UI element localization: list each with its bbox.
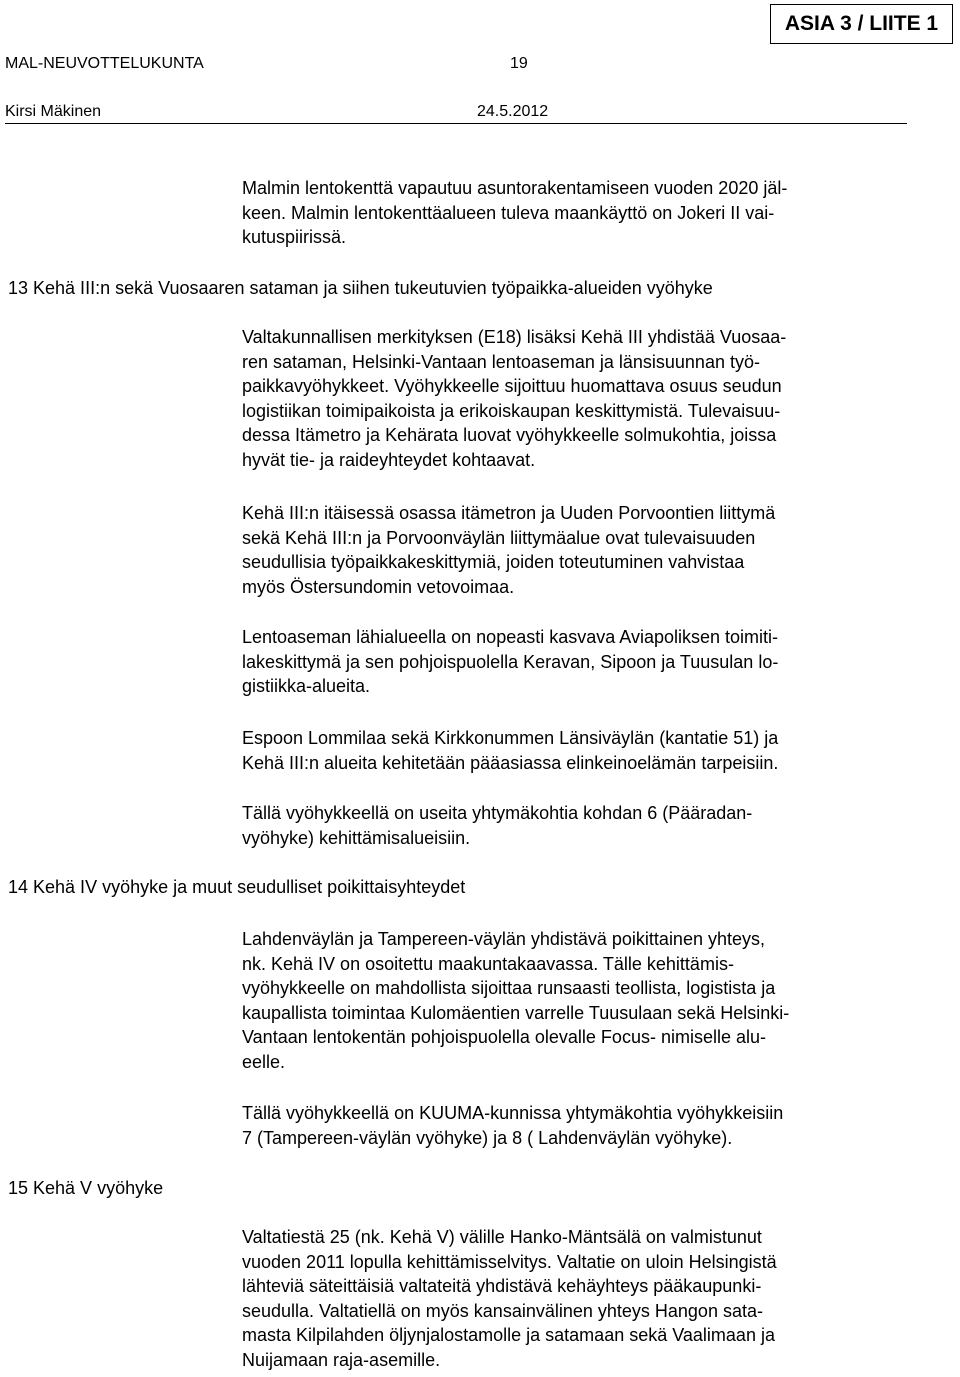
section-13-heading: 13 Kehä III:n sekä Vuosaaren sataman ja siihen tukeutuvien työpaikka-alueiden vyöhyke xyxy=(8,278,713,298)
section-15-paragraph-1 xyxy=(242,1225,777,1372)
page-number: 19 xyxy=(510,55,528,72)
section-13-paragraph-5 xyxy=(242,801,752,850)
section-13-paragraph-1 xyxy=(242,325,786,472)
text-line: paikkavyöhykkeet. Vyöhykkeelle sijoittuu huomattava osuus seudun xyxy=(242,376,782,396)
text-line: eelle. xyxy=(242,1051,286,1072)
text-line: sekä Kehä III:n ja Porvoonväylän liittymäalue ovat tulevaisuuden xyxy=(242,527,756,548)
text-line: nk. Kehä IV on osoitettu maakuntakaavassa. Tälle kehittämis- xyxy=(242,953,734,974)
text-line: Kehä III:n itäisessä osassa itämetron ja Uuden Porvoontien liittymä xyxy=(242,503,776,523)
intro-paragraph xyxy=(242,176,787,250)
text-line: dessa Itämetro ja Kehärata luovat vyöhykkeelle solmukohtia, joissa xyxy=(242,425,777,445)
text-line: vyöhyke) kehittämisalueisiin. xyxy=(242,827,471,848)
text-line: Nuijamaan raja-asemille. xyxy=(242,1349,441,1370)
text-line: Malmin lentokenttä vapautuu asuntorakentamiseen vuoden 2020 jäl- xyxy=(242,178,788,198)
section-13-paragraph-2 xyxy=(242,501,775,599)
text-line: Valtakunnallisen merkityksen (E18) lisäksi Kehä III yhdistää Vuosaa- xyxy=(242,327,787,347)
section-14-paragraph-1 xyxy=(242,927,789,1074)
text-line: lakeskittymä ja sen pohjoispuolella Keravan, Sipoon ja Tuusulan lo- xyxy=(242,651,779,672)
text-line: Espoon Lommilaa sekä Kirkkonummen Länsiväylän (kantatie 51) ja xyxy=(242,728,779,748)
text-line: kaupallista toimintaa Kulomäentien varrelle Tuusulaan sekä Helsinki- xyxy=(242,1002,790,1023)
text-line: seudullisia työpaikkakeskittymiä, joiden toteutuminen vahvistaa xyxy=(242,552,745,572)
author-name: Kirsi Mäkinen xyxy=(5,103,102,120)
header-divider xyxy=(5,123,907,124)
text-line: vyöhykkeelle on mahdollista sijoittaa runsaasti teollista, logistista ja xyxy=(242,978,776,998)
text-line: ren sataman, Helsinki-Vantaan lentoaseman ja länsisuunnan työ- xyxy=(242,351,760,372)
text-line: seudulla. Valtatiellä on myös kansainvälinen yhteys Hangon sata- xyxy=(242,1300,763,1321)
text-line: Tällä vyöhykkeellä on KUUMA-kunnissa yhtymäkohtia vyöhykkeisiin xyxy=(242,1103,784,1123)
text-line: kutuspiirissä. xyxy=(242,227,347,247)
text-line: hyvät tie- ja raideyhteydet kohtaavat. xyxy=(242,449,536,470)
section-13-paragraph-3 xyxy=(242,625,778,699)
text-line: Vantaan lentokentän pohjoispuolella olevalle Focus- nimiselle alu- xyxy=(242,1027,766,1047)
section-15-heading: 15 Kehä V vyöhyke xyxy=(8,1178,164,1198)
text-line: vuoden 2011 lopulla kehittämisselvitys. Valtatie on uloin Helsingistä xyxy=(242,1251,777,1272)
text-line: 7 (Tampereen-väylän vyöhyke) ja 8 ( Lahdenväylän vyöhyke). xyxy=(242,1127,733,1148)
section-14-heading: 14 Kehä IV vyöhyke ja muut seudulliset poikittaisyhteydet xyxy=(8,877,466,897)
text-line: lähteviä säteittäisiä valtateitä yhdistävä kehäyhteys pääkaupunki- xyxy=(242,1276,762,1296)
text-line: Lahdenväylän ja Tampereen-väylän yhdistävä poikittainen yhteys, xyxy=(242,929,765,949)
text-line: Kehä III:n alueita kehitetään pääasiassa elinkeinoelämän tarpeisiin. xyxy=(242,752,779,773)
document-date: 24.5.2012 xyxy=(477,103,549,120)
text-line: Tällä vyöhykkeellä on useita yhtymäkohtia kohdan 6 (Pääradan- xyxy=(242,803,753,823)
text-line: myös Östersundomin vetovoimaa. xyxy=(242,576,515,597)
section-14-paragraph-2 xyxy=(242,1101,783,1150)
text-line: Lentoaseman lähialueella on nopeasti kasvava Aviapoliksen toimiti- xyxy=(242,627,779,647)
text-line: logistiikan toimipaikoista ja erikoiskaupan keskittymistä. Tulevaisuu- xyxy=(242,400,781,421)
text-line: masta Kilpilahden öljynjalostamolle ja satamaan sekä Vaalimaan ja xyxy=(242,1325,775,1345)
section-13-paragraph-4 xyxy=(242,726,778,775)
text-line: Valtatiestä 25 (nk. Kehä V) välille Hanko-Mäntsälä on valmistunut xyxy=(242,1227,762,1247)
attachment-label: ASIA 3 / LIITE 1 xyxy=(770,4,953,44)
committee-name: MAL-NEUVOTTELUKUNTA xyxy=(5,55,204,72)
text-line: gistiikka-alueita. xyxy=(242,676,371,696)
text-line: keen. Malmin lentokenttäalueen tuleva maankäyttö on Jokeri II vai- xyxy=(242,202,775,223)
